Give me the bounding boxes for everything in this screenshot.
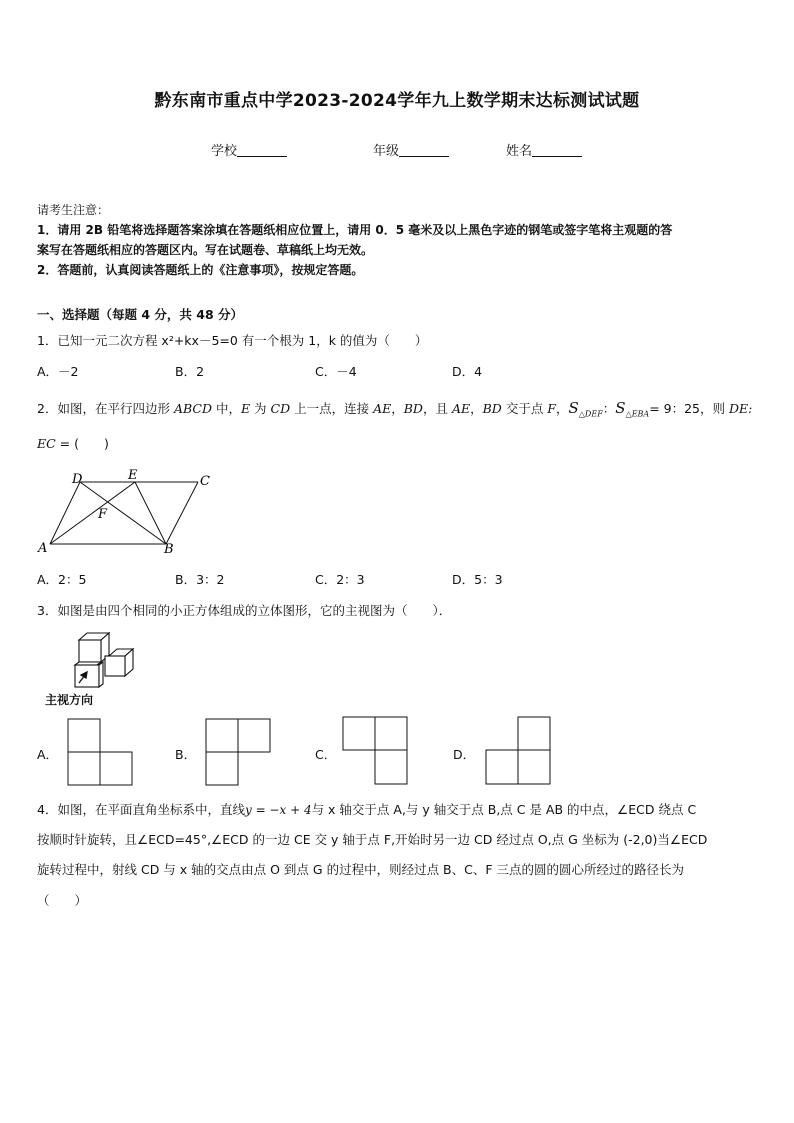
q2-text-part: = 9：25，则 bbox=[649, 401, 729, 416]
side-da bbox=[50, 482, 80, 544]
q2-ec: EC bbox=[37, 436, 56, 451]
notice-block bbox=[37, 200, 757, 280]
q2-text-part: = ( ) bbox=[55, 436, 109, 451]
question-1-text: 1．已知一元二次方程 x²+kx－5=0 有一个根为 1，k 的值为（ ） bbox=[37, 333, 428, 348]
q2-option-a[interactable]: A．2：5 bbox=[37, 572, 87, 587]
school-label: 学校 bbox=[211, 144, 238, 159]
q2-text-part: 交于点 bbox=[501, 401, 548, 416]
q2-area-eba: S bbox=[615, 399, 626, 417]
point-label-f: F bbox=[98, 507, 108, 522]
q2-f: F bbox=[547, 401, 556, 416]
q3-option-d-figure[interactable] bbox=[485, 716, 551, 786]
q2-bd: BD bbox=[403, 401, 423, 416]
q2-option-c[interactable]: C．2：3 bbox=[315, 572, 365, 587]
segment-eb bbox=[135, 482, 166, 544]
q3-option-b-label[interactable]: B． bbox=[175, 747, 197, 762]
q2-text-part: ，且 bbox=[422, 401, 452, 416]
q1-option-b[interactable]: B．2 bbox=[175, 364, 205, 379]
point-label-d: D bbox=[72, 472, 83, 487]
name-label: 姓名 bbox=[506, 144, 533, 159]
q2-e: E bbox=[240, 401, 251, 416]
grade-field[interactable] bbox=[373, 140, 449, 159]
notice-item-1-line-1: 1．请用 2B 铅笔将选择题答案涂填在答题纸相应位置上，请用 0．5 毫米及以上黑色字迹的钢笔或签字笔将主观题的答 bbox=[37, 223, 673, 237]
q2-area-eba-sub: △EBA bbox=[625, 409, 650, 419]
q3-option-c-label[interactable]: C． bbox=[315, 747, 337, 762]
q2-text-part: 2．如图，在平行四边形 bbox=[37, 401, 174, 416]
grade-blank[interactable] bbox=[399, 143, 449, 157]
cube-front-face bbox=[75, 665, 99, 687]
question-4-line-2: 按顺时针旋转，且∠ECD=45°,∠ECD 的一边 CE 交 y 轴于点 F,开始时另一边 CD 经过点 O,点 G 坐标为 (-2,0)当∠ECD bbox=[37, 832, 708, 847]
page-title: 黔东南市重点中学2023-2024学年九上数学期末达标测试试题 bbox=[154, 91, 640, 111]
side-bc bbox=[166, 482, 198, 544]
school-field[interactable] bbox=[211, 140, 287, 159]
point-label-a: A bbox=[38, 541, 48, 556]
q2-abcd: ABCD bbox=[173, 401, 212, 416]
point-label-b: B bbox=[164, 542, 174, 557]
q3-option-d-label[interactable]: D． bbox=[453, 747, 476, 762]
notice-item-1-line-2: 案写在答题纸相应的答题区内。写在试题卷、草稿纸上均无效。 bbox=[37, 243, 374, 257]
q2-text-part: 上一点，连接 bbox=[290, 401, 374, 416]
q2-area-def-sub: △DEF bbox=[578, 409, 603, 419]
point-label-c: C bbox=[200, 474, 210, 489]
q2-parallelogram-figure bbox=[30, 468, 220, 558]
notice-heading: 请考生注意： bbox=[37, 203, 110, 217]
q2-text-part: ， bbox=[470, 401, 483, 416]
q2-de: DE: bbox=[728, 401, 753, 416]
q2-text-part: 中， bbox=[211, 401, 241, 416]
student-info-row bbox=[0, 140, 794, 160]
q3-cubes-figure bbox=[70, 632, 140, 694]
q4-text-part: 与 x 轴交于点 A,与 y 轴交于点 B,点 C 是 AB 的中点，∠ECD 绕点 C bbox=[311, 802, 697, 817]
q1-option-c[interactable]: C．－4 bbox=[315, 364, 357, 379]
q2-option-b[interactable]: B．3：2 bbox=[175, 572, 225, 587]
q1-option-a[interactable]: A．－2 bbox=[37, 364, 79, 379]
q4-line-equation: y = −x + 4 bbox=[244, 803, 312, 817]
q2-option-d[interactable]: D．5：3 bbox=[452, 572, 503, 587]
q3-option-a-figure[interactable] bbox=[67, 718, 133, 786]
q2-text-part: 为 bbox=[250, 401, 271, 416]
question-2-line-2 bbox=[37, 433, 757, 455]
q4-text-part: 4．如图，在平面直角坐标系中，直线 bbox=[37, 802, 245, 817]
question-2-line-1 bbox=[37, 397, 757, 426]
name-field[interactable] bbox=[506, 140, 582, 159]
cube-front-face bbox=[105, 656, 125, 676]
question-4-line-3: 旋转过程中，射线 CD 与 x 轴的交点由点 O 到点 G 的过程中，则经过点 B、C、F 三点的圆的圆心所经过的路径长为 bbox=[37, 862, 685, 877]
q2-text-part: ， bbox=[391, 401, 404, 416]
cube-front-face bbox=[79, 640, 101, 662]
q2-cd: CD bbox=[270, 401, 291, 416]
q3-option-c-figure[interactable] bbox=[342, 716, 408, 786]
question-4-line-1 bbox=[37, 799, 757, 821]
q3-option-b-figure[interactable] bbox=[205, 718, 271, 786]
notice-item-2: 2．答题前，认真阅读答题纸上的《注意事项》，按规定答题。 bbox=[37, 263, 364, 277]
question-4-line-4: （ ） bbox=[37, 893, 88, 908]
school-blank[interactable] bbox=[237, 143, 287, 157]
q2-ae: AE bbox=[373, 401, 392, 416]
question-3-text: 3．如图是由四个相同的小正方体组成的立体图形，它的主视图为（ ）． bbox=[37, 603, 452, 618]
q1-option-d[interactable]: D．4 bbox=[452, 364, 483, 379]
name-blank[interactable] bbox=[532, 143, 582, 157]
view-direction-label: 主视方向 bbox=[45, 693, 94, 707]
q2-area-def: S bbox=[568, 399, 579, 417]
q2-text-part: ： bbox=[602, 401, 616, 416]
grade-label: 年级 bbox=[373, 144, 400, 159]
point-label-e: E bbox=[128, 468, 138, 483]
question-1-options bbox=[37, 362, 757, 384]
q2-ae: AE bbox=[451, 401, 471, 416]
section-title: 一、选择题（每题 4 分，共 48 分） bbox=[37, 307, 244, 322]
q2-text-part: ， bbox=[555, 401, 569, 416]
question-2-options bbox=[37, 570, 757, 592]
q2-bd: BD bbox=[482, 401, 502, 416]
q3-option-a-label[interactable]: A． bbox=[37, 747, 59, 762]
cube-right-face bbox=[99, 662, 103, 687]
